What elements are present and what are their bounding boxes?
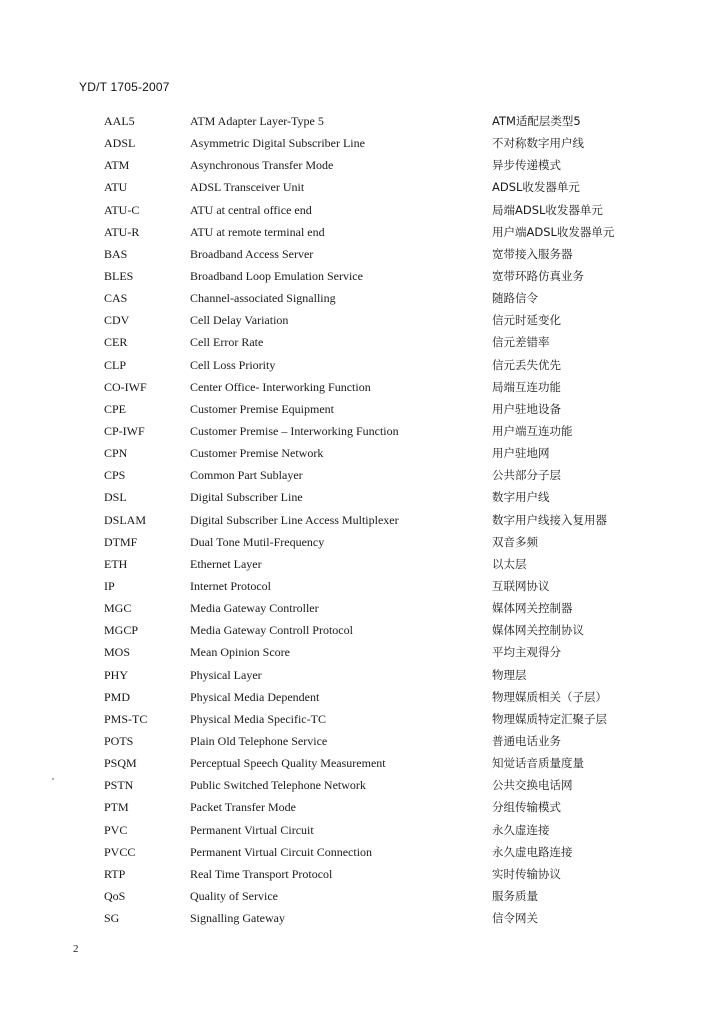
abbreviation-term: POTS — [104, 733, 134, 748]
english-definition: ATM Adapter Layer-Type 5 — [190, 114, 324, 128]
chinese-definition: 永久虚连接 — [492, 822, 550, 837]
english-definition: Media Gateway Controller — [190, 601, 319, 616]
chinese-definition: 信元差错率 — [492, 335, 550, 350]
english-definition: Quality of Service — [190, 888, 278, 903]
abbreviation-term: CER — [104, 335, 128, 350]
abbreviation-row — [100, 730, 640, 752]
english-definition: Customer Premise Equipment — [190, 401, 334, 416]
abbreviation-row — [100, 553, 640, 575]
abbreviation-term: CAS — [104, 291, 128, 306]
english-definition: Media Gateway Controll Protocol — [190, 623, 353, 638]
abbreviation-row — [100, 398, 640, 420]
abbreviation-term: ADSL — [104, 136, 136, 151]
abbreviation-term: CPS — [104, 468, 126, 483]
english-definition: Cell Delay Variation — [190, 313, 289, 328]
english-definition: Channel-associated Signalling — [190, 291, 336, 306]
abbreviation-term: ATU — [104, 180, 128, 195]
abbreviation-term: BLES — [104, 268, 134, 283]
abbreviation-row — [100, 132, 640, 154]
english-definition: Cell Loss Priority — [190, 357, 276, 372]
abbreviation-row — [100, 176, 640, 198]
abbreviation-row — [100, 154, 640, 176]
english-definition: ATU at central office end — [190, 202, 312, 217]
chinese-definition: 知觉话音质量度量 — [492, 756, 584, 771]
abbreviation-term: CP-IWF — [104, 423, 145, 438]
abbreviation-row — [100, 708, 640, 730]
abbreviation-row — [100, 376, 640, 398]
abbreviation-row — [100, 531, 640, 553]
chinese-definition: 实时传输协议 — [492, 866, 561, 881]
abbreviation-term: PMS-TC — [104, 711, 148, 726]
chinese-definition: 用户驻地网 — [492, 446, 550, 461]
abbreviation-row — [100, 819, 640, 841]
abbreviation-row — [100, 287, 640, 309]
chinese-definition: 公共部分子层 — [492, 468, 561, 483]
english-definition: Mean Opinion Score — [190, 645, 290, 660]
chinese-definition: 局端ADSL收发器单元 — [492, 202, 603, 217]
chinese-definition: 随路信令 — [492, 291, 538, 306]
chinese-definition: 宽带环路仿真业务 — [492, 268, 584, 283]
abbreviation-term: CPN — [104, 446, 128, 461]
chinese-definition: 以太层 — [492, 556, 527, 571]
english-definition: Physical Layer — [190, 667, 262, 682]
abbreviation-row — [100, 331, 640, 353]
abbreviation-term: MGC — [104, 601, 132, 616]
abbreviation-row — [100, 863, 640, 885]
chinese-definition: 局端互连功能 — [492, 379, 561, 394]
abbreviation-term: PSQM — [104, 756, 137, 771]
chinese-definition: 信令网关 — [492, 911, 538, 926]
abbreviation-row — [100, 907, 640, 929]
english-definition: Cell Error Rate — [190, 335, 264, 350]
abbreviation-term: PTM — [104, 800, 129, 815]
abbreviation-row — [100, 486, 640, 508]
chinese-definition: 物理层 — [492, 667, 527, 682]
chinese-definition: 信元时延变化 — [492, 313, 561, 328]
chinese-definition: 用户端互连功能 — [492, 423, 573, 438]
abbreviation-term: IP — [104, 578, 115, 593]
page-number: 2 — [73, 943, 79, 955]
chinese-definition: 服务质量 — [492, 888, 538, 903]
chinese-definition: 异步传递模式 — [492, 158, 561, 173]
document-header: YD/T 1705-2007 — [79, 80, 170, 94]
english-definition: Physical Media Dependent — [190, 689, 320, 704]
english-definition: Physical Media Specific-TC — [190, 711, 326, 726]
abbreviation-term: BAS — [104, 246, 128, 261]
abbreviation-row — [100, 464, 640, 486]
abbreviation-term: CPE — [104, 401, 127, 416]
chinese-definition: 宽带接入服务器 — [492, 246, 573, 261]
chinese-definition: 媒体网关控制器 — [492, 601, 573, 616]
chinese-definition: 数字用户线接入复用器 — [492, 512, 607, 527]
abbreviation-row — [100, 199, 640, 221]
english-definition: Digital Subscriber Line Access Multiplexer — [190, 512, 399, 527]
abbreviation-term: PMD — [104, 689, 131, 704]
abbreviation-row — [100, 575, 640, 597]
abbreviation-row — [100, 265, 640, 287]
abbreviation-term: RTP — [104, 866, 126, 881]
chinese-definition: 公共交换电话网 — [492, 778, 573, 793]
english-definition: Permanent Virtual Circuit Connection — [190, 844, 373, 859]
abbreviation-row — [100, 442, 640, 464]
english-definition: Public Switched Telephone Network — [190, 778, 366, 793]
abbreviation-term: CLP — [104, 357, 127, 372]
abbreviation-term: MGCP — [104, 623, 139, 638]
chinese-definition: 互联网协议 — [492, 578, 550, 593]
abbreviation-row — [100, 885, 640, 907]
english-definition: Perceptual Speech Quality Measurement — [190, 756, 386, 771]
abbreviation-row — [100, 509, 640, 531]
abbreviation-row — [100, 110, 640, 132]
english-definition: Permanent Virtual Circuit — [190, 822, 314, 837]
english-definition: Digital Subscriber Line — [190, 490, 303, 505]
english-definition: Real Time Transport Protocol — [190, 866, 333, 881]
abbreviation-term: ATU-C — [104, 202, 140, 217]
abbreviation-row — [100, 309, 640, 331]
abbreviation-term: MOS — [104, 645, 131, 660]
chinese-definition: 分组传输模式 — [492, 800, 561, 815]
chinese-definition: 媒体网关控制协议 — [492, 623, 584, 638]
chinese-definition: 信元丢失优先 — [492, 357, 561, 372]
english-definition: Plain Old Telephone Service — [190, 733, 328, 748]
abbreviation-term: PVCC — [104, 844, 136, 859]
abbreviation-row — [100, 221, 640, 243]
abbreviation-row — [100, 752, 640, 774]
english-definition: Customer Premise – Interworking Function — [190, 423, 399, 438]
english-definition: Ethernet Layer — [190, 556, 262, 571]
abbreviation-term: DTMF — [104, 534, 138, 549]
abbreviation-term: DSL — [104, 490, 127, 505]
abbreviation-term: ATM — [104, 158, 130, 173]
chinese-definition: ATM适配层类型5 — [492, 114, 581, 128]
abbreviation-row — [100, 796, 640, 818]
english-definition: Customer Premise Network — [190, 446, 324, 461]
abbreviation-term: PHY — [104, 667, 129, 682]
scan-speck — [52, 778, 54, 780]
chinese-definition: 不对称数字用户线 — [492, 136, 584, 151]
abbreviation-row — [100, 774, 640, 796]
abbreviation-row — [100, 686, 640, 708]
chinese-definition: 物理媒质特定汇聚子层 — [492, 711, 607, 726]
abbreviation-row — [100, 243, 640, 265]
abbreviation-term: CDV — [104, 313, 130, 328]
english-definition: Asymmetric Digital Subscriber Line — [190, 136, 365, 151]
english-definition: Common Part Sublayer — [190, 468, 303, 483]
english-definition: Broadband Access Server — [190, 246, 314, 261]
english-definition: Internet Protocol — [190, 578, 271, 593]
abbreviation-term: SG — [104, 911, 120, 926]
chinese-definition: 平均主观得分 — [492, 645, 561, 660]
english-definition: Signalling Gateway — [190, 911, 285, 926]
abbreviation-term: PVC — [104, 822, 128, 837]
chinese-definition: 数字用户线 — [492, 490, 550, 505]
abbreviation-term: PSTN — [104, 778, 134, 793]
abbreviation-term: ATU-R — [104, 224, 140, 239]
english-definition: Center Office- Interworking Function — [190, 379, 371, 394]
abbreviation-row — [100, 619, 640, 641]
chinese-definition: 普通电话业务 — [492, 733, 561, 748]
abbreviation-term: DSLAM — [104, 512, 147, 527]
abbreviation-row — [100, 597, 640, 619]
abbreviation-row — [100, 641, 640, 663]
abbreviation-row — [100, 841, 640, 863]
abbreviation-row — [100, 354, 640, 376]
abbreviation-table — [100, 110, 640, 929]
chinese-definition: ADSL收发器单元 — [492, 180, 580, 195]
abbreviation-term: CO-IWF — [104, 379, 147, 394]
abbreviation-term: QoS — [104, 888, 126, 903]
chinese-definition: 永久虚电路连接 — [492, 844, 573, 859]
chinese-definition: 用户端ADSL收发器单元 — [492, 224, 615, 239]
abbreviation-row — [100, 664, 640, 686]
chinese-definition: 用户驻地设备 — [492, 401, 561, 416]
chinese-definition: 物理媒质相关（子层） — [492, 689, 607, 704]
english-definition: Dual Tone Mutil-Frequency — [190, 534, 325, 549]
abbreviation-row — [100, 420, 640, 442]
abbreviation-term: AAL5 — [104, 114, 135, 128]
english-definition: Broadband Loop Emulation Service — [190, 268, 363, 283]
abbreviation-term: ETH — [104, 556, 128, 571]
chinese-definition: 双音多频 — [492, 534, 538, 549]
english-definition: Asynchronous Transfer Mode — [190, 158, 334, 173]
english-definition: ADSL Transceiver Unit — [190, 180, 305, 195]
english-definition: ATU at remote terminal end — [190, 224, 325, 239]
english-definition: Packet Transfer Mode — [190, 800, 296, 815]
